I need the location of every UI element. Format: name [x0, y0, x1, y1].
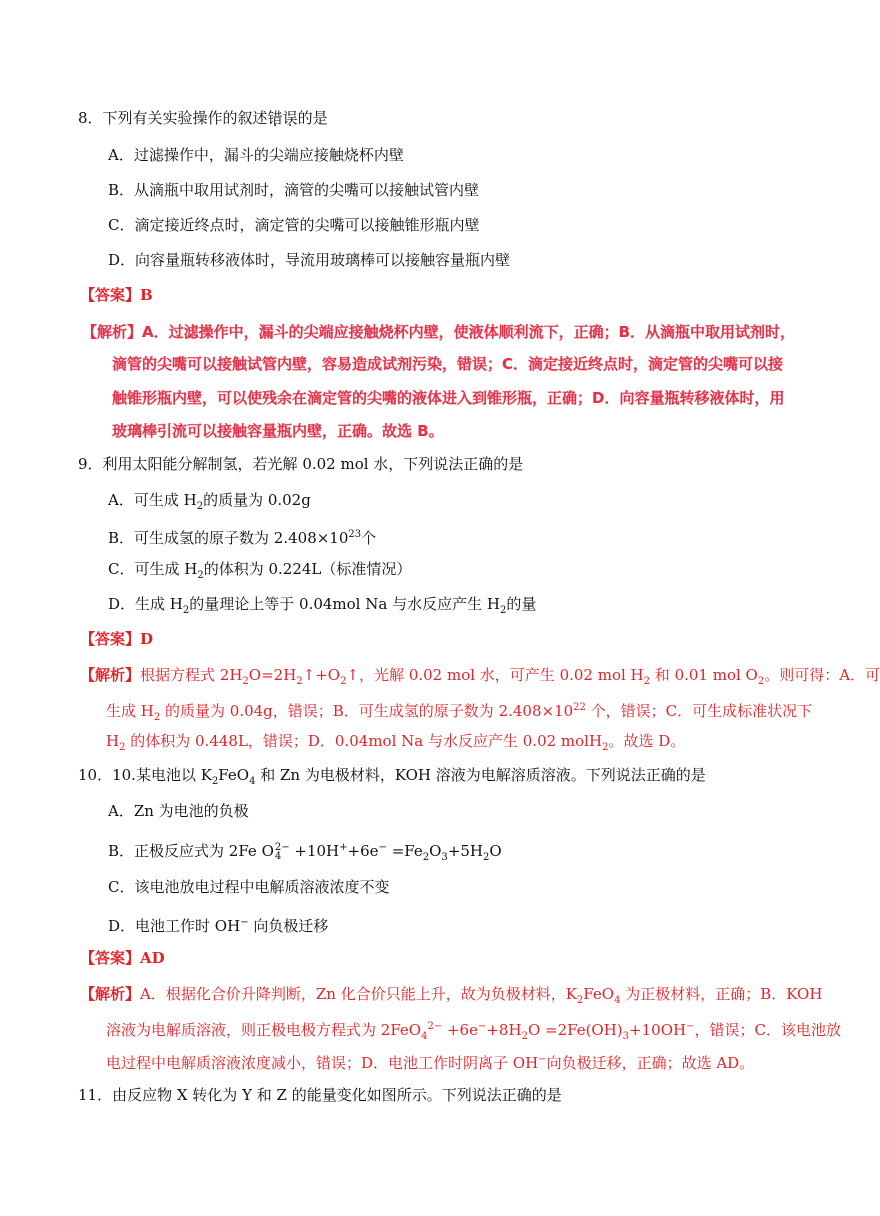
question-9-answer: 【答案】D [80, 630, 154, 648]
question-9-option-d: D．生成 $H_2$的量理论上等于 0.04mol Na 与水反应产生 $H_2$的量 [108, 595, 537, 616]
question-10-explanation-line-2: 溶液为电解质溶液，则正极电极方程式为 $2FeO_4^{2-} +6e^-+8H_2O =2Fe(OH)_3+10OH^-$，错误；C．该电池放 [106, 1021, 841, 1042]
question-9-stem: 9．利用太阳能分解制氢，若光解 0.02 mol 水，下列说法正确的是 [78, 455, 524, 473]
question-8-explanation-line-3: 触锥形瓶内壁，可以使残余在滴定管的尖嘴的液体进入到锥形瓶，正确；D．向容量瓶转移液体时，用 [112, 389, 785, 407]
question-9-option-a: A．可生成 $H_2$的质量为 0.02g [108, 491, 311, 512]
question-10-explanation-line-3: 电过程中电解质溶液浓度减小，错误；D．电池工作时阴离子 OH−向负极迁移，正确；故选 AD。 [106, 1054, 755, 1072]
question-8-answer: 【答案】B [80, 286, 153, 304]
question-10-explanation-line-1: 【解析】A．根据化合价升降判断，Zn 化合价只能上升，故为负极材料，$K_2FeO_4$ 为正极材料，正确；B．KOH [80, 985, 823, 1006]
question-10-option-a: A．Zn 为电池的负极 [108, 802, 249, 820]
question-10-option-b: B．正极反应式为 2Fe O2− $4 +10H^++6e^- =Fe_2O_3+5H_2O$ [108, 842, 502, 863]
question-8-option-c: C．滴定接近终点时，滴定管的尖嘴可以接触锥形瓶内壁 [108, 216, 480, 234]
question-9-explanation-line-3: $H_2$ 的体积为 0.448L，错误；D．0.04mol Na 与水反应产生 0.02 molH$_2$。故选 D。 [106, 732, 686, 753]
question-10-option-d: D．电池工作时 OH− 向负极迁移 [108, 917, 329, 935]
question-10-stem: 10．10.某电池以 $K_2FeO_4$ 和 Zn 为电极材料，KOH 溶液为电解溶质溶液。下列说法正确的是 [78, 766, 706, 787]
question-10-answer: 【答案】AD [80, 949, 165, 967]
question-8-explanation-line-4: 玻璃棒引流可以接触容量瓶内壁，正确。故选 B。 [112, 422, 444, 440]
question-8-option-a: A．过滤操作中，漏斗的尖端应接触烧杯内壁 [108, 146, 404, 164]
question-11-stem: 11．由反应物 X 转化为 Y 和 Z 的能量变化如图所示。下列说法正确的是 [78, 1086, 562, 1104]
question-8-explanation-line-1: 【解析】A．过滤操作中，漏斗的尖端应接触烧杯内壁，使液体顺利流下，正确；B．从滴瓶中取用试剂时， [82, 323, 796, 341]
question-10-option-c: C．该电池放电过程中电解质溶液浓度不变 [108, 878, 390, 896]
question-9-explanation-line-2: 生成 $H_2$ 的质量为 0.04g，错误；B．可生成氢的原子数为 $2.408\times 10^{22}$ 个，错误；C．可生成标准状况下 [106, 702, 813, 723]
question-8-option-d: D．向容量瓶转移液体时，导流用玻璃棒可以接触容量瓶内壁 [108, 251, 511, 269]
question-8-explanation-line-2: 滴管的尖嘴可以接触试管内壁，容易造成试剂污染，错误；C．滴定接近终点时，滴定管的尖嘴可以接 [112, 355, 784, 373]
question-8-option-b: B．从滴瓶中取用试剂时，滴管的尖嘴可以接触试管内壁 [108, 181, 480, 199]
question-9-option-c: C．可生成 $H_2$的体积为 0.224L（标准情况） [108, 560, 412, 581]
question-8-stem: 8．下列有关实验操作的叙述错误的是 [78, 109, 328, 127]
question-9-explanation-line-1: 【解析】根据方程式 $2H_2O=2H_2↑+O_2↑$，光解 0.02 mol 水，可产生 0.02 mol $H_2$ 和 0.01 mol $O_2$。则可得：A．可 [80, 666, 880, 687]
question-9-option-b: B．可生成氢的原子数为 $2.408\times 10^{23}$个 [108, 529, 377, 547]
